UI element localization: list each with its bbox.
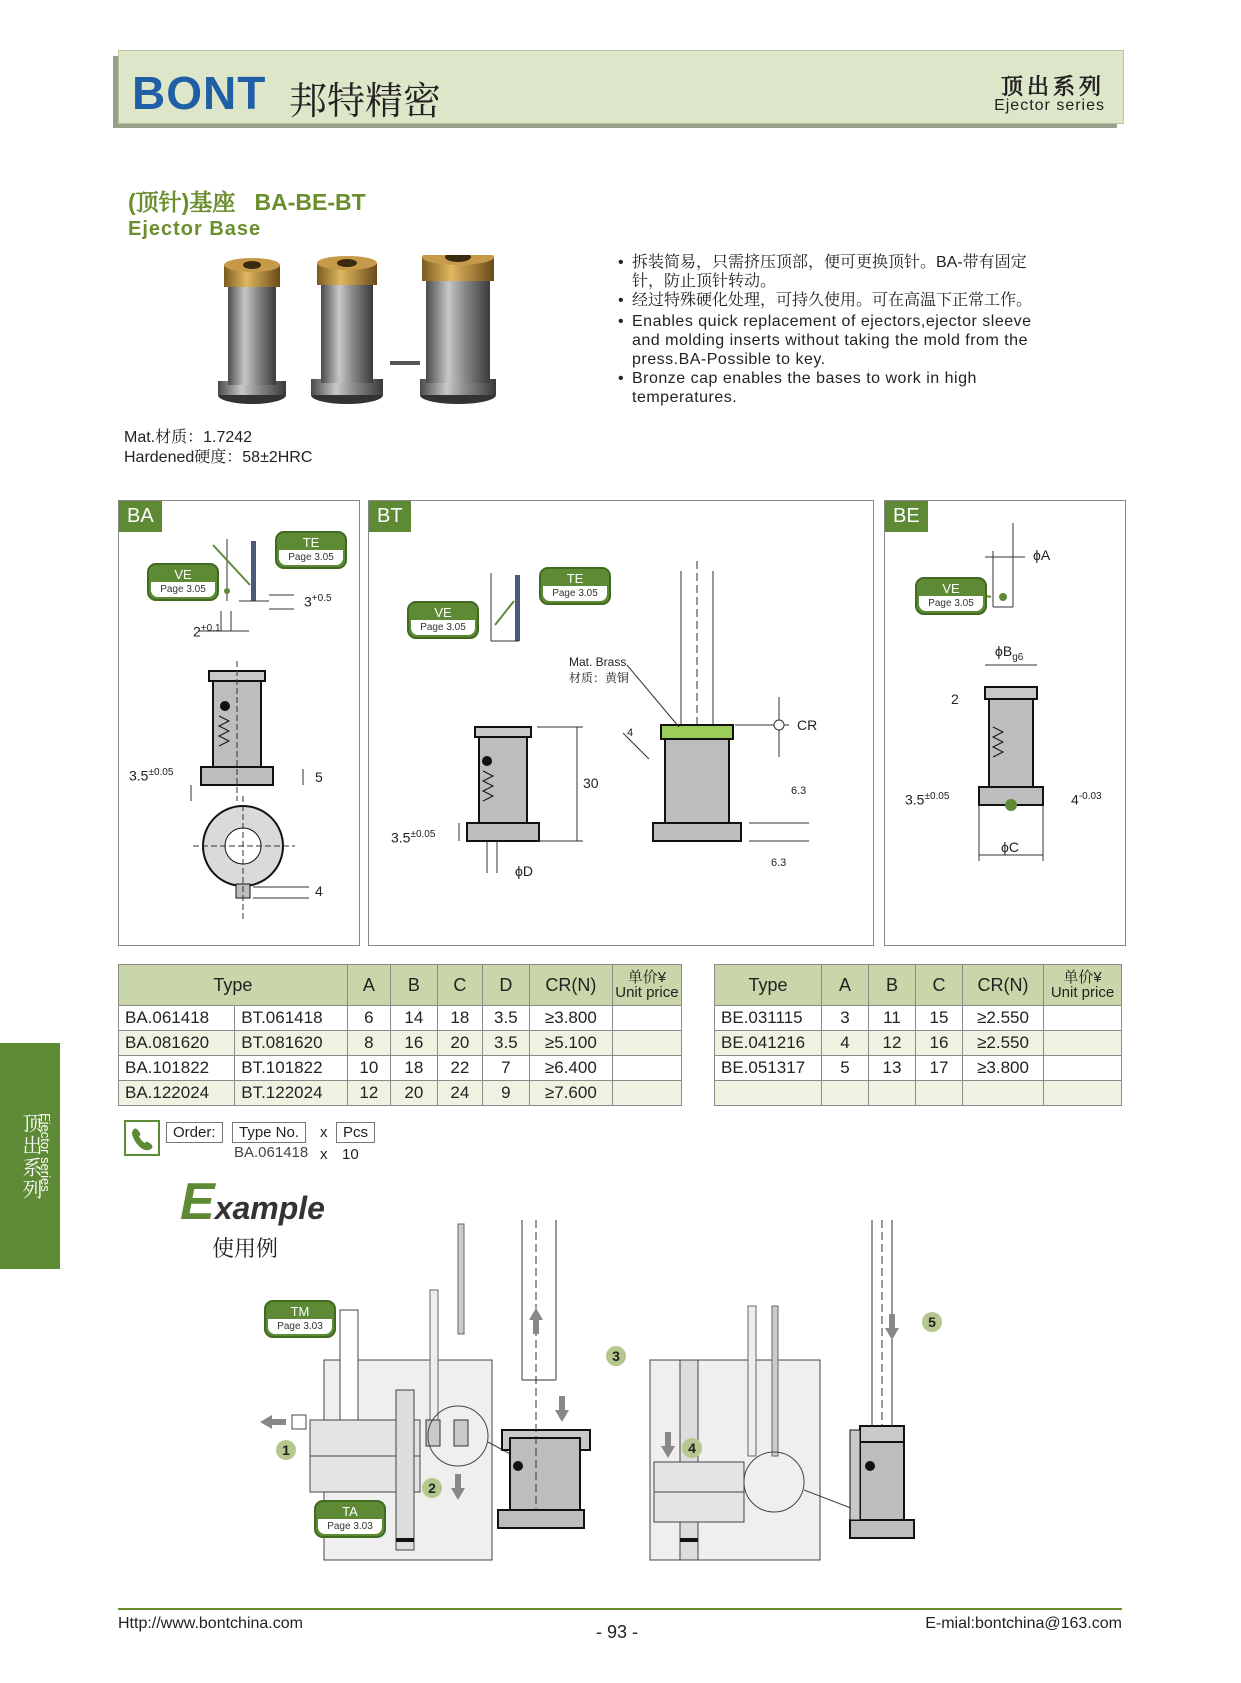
hardness-line: Hardened硬度：58±2HRC — [124, 449, 313, 466]
mat-brass-en: Mat. Brass — [569, 655, 627, 669]
te-label: TE — [302, 535, 320, 550]
table-header-row — [119, 965, 682, 1006]
panel-be — [884, 500, 1126, 946]
col-cr: CR(N) — [529, 965, 612, 1006]
dim-4: 4 — [315, 883, 323, 899]
step-badge-3: 3 — [606, 1346, 626, 1366]
ve-page: Page 3.05 — [919, 596, 983, 611]
header-band — [118, 50, 1124, 124]
order-pcs: Pcs — [336, 1122, 375, 1143]
step-badge-2: 2 — [422, 1478, 442, 1498]
tm-page: Page 3.03 — [268, 1319, 332, 1334]
dim-phi-d: ϕD — [515, 863, 533, 879]
table-row: BE.031115 3 11 15 ≥2.550 — [715, 1006, 1122, 1031]
table-row: BA.061418 BT.061418 6 14 18 3.5 ≥3.800 — [119, 1006, 682, 1031]
step-badge-1: 1 — [276, 1440, 296, 1460]
col-a: A — [822, 965, 869, 1006]
col-c: C — [916, 965, 963, 1006]
ve-label: VE — [174, 567, 192, 582]
dim-3: $3^{+0.5}$ — [304, 593, 332, 610]
brand-name-cn: 邦特精密 — [289, 79, 442, 123]
ve-label: VE — [434, 605, 452, 620]
table-row — [715, 1081, 1122, 1106]
dim-phi-b: $\phi B_{g6}$ — [995, 643, 1024, 663]
phone-order-icon — [124, 1120, 160, 1156]
dim-4: 4 — [627, 727, 634, 739]
page-number: - 93 - — [596, 1622, 639, 1642]
ve-page: Page 3.05 — [411, 620, 475, 635]
product-title-en: Ejector Base — [128, 218, 262, 240]
ta-reference[interactable] — [314, 1500, 386, 1538]
panel-tag-ba: BA — [119, 501, 162, 532]
col-d: D — [482, 965, 529, 1006]
col-unit-price: 单价¥ Unit price — [1044, 965, 1122, 1006]
spec-table-ba-bt — [118, 964, 682, 1106]
dim-2: $2^{+0.1}$ — [193, 623, 221, 640]
te-label: TE — [566, 571, 584, 586]
product-title-cn: (顶针)基座 BA-BE-BT — [128, 189, 366, 215]
ve-reference[interactable] — [407, 601, 479, 639]
order-example-type: BA.061418 — [234, 1144, 309, 1161]
ta-label: TA — [342, 1504, 358, 1519]
ve-reference[interactable] — [915, 577, 987, 615]
product-ba — [218, 258, 286, 404]
feature-item: • 拆装简易，只需挤压顶部，便可更换顶针。BA-带有固定针，防止顶针转动。 — [618, 253, 1058, 291]
step-badge-4: 4 — [682, 1438, 702, 1458]
table-row: BA.101822 BT.101822 10 18 22 7 ≥6.400 — [119, 1056, 682, 1081]
te-page: Page 3.05 — [279, 550, 343, 565]
tm-label: TM — [290, 1304, 310, 1319]
te-reference[interactable] — [539, 567, 611, 605]
dim-4: $4^{-0.03}$ — [1071, 791, 1102, 808]
panel-tag-bt: BT — [369, 501, 411, 532]
table-row: BA.081620 BT.081620 8 16 20 3.5 ≥5.100 — [119, 1031, 682, 1056]
product-be — [390, 255, 496, 404]
ve-reference[interactable] — [147, 563, 219, 601]
roughness-6-3: 6.3 — [771, 857, 787, 869]
col-type: Type — [119, 965, 348, 1006]
material-spec — [124, 428, 312, 468]
col-type: Type — [715, 965, 822, 1006]
panel-bt — [368, 500, 874, 946]
te-page: Page 3.05 — [543, 586, 607, 601]
order-example-times: x — [320, 1146, 328, 1163]
material-line: Mat.材质：1.7242 — [124, 429, 253, 446]
dim-3-5: $3.5^{\pm 0.05}$ — [129, 767, 174, 784]
order-label: Order: — [166, 1122, 223, 1143]
dim-phi-c: ϕC — [1001, 839, 1019, 855]
col-cr: CR(N) — [963, 965, 1044, 1006]
ve-label: VE — [942, 581, 960, 596]
panel-tag-be: BE — [885, 501, 928, 532]
series-title-cn: 顶出系列 — [1000, 74, 1105, 99]
dim-5: 5 — [315, 769, 323, 785]
col-a: A — [347, 965, 390, 1006]
tm-reference[interactable] — [264, 1300, 336, 1338]
footer-email-link[interactable]: E-mial:bontchina@163.com — [925, 1615, 1122, 1632]
ve-page: Page 3.05 — [151, 582, 215, 597]
panel-ba — [118, 500, 360, 946]
product-photo — [210, 255, 530, 415]
table-row: BE.051317 5 13 17 ≥3.800 — [715, 1056, 1122, 1081]
dim-2: 2 — [951, 691, 959, 707]
side-tab-cn: 顶出系列 — [19, 1113, 41, 1201]
order-type-no: Type No. — [232, 1122, 306, 1143]
product-bt — [311, 256, 383, 404]
feature-item: • 经过特殊硬化处理，可持久使用。可在高温下正常工作。 — [618, 291, 1058, 310]
table-header-row — [715, 965, 1122, 1006]
example-title: Example — [180, 1173, 325, 1231]
col-b: B — [869, 965, 916, 1006]
dim-3-5: $3.5^{\pm 0.05}$ — [391, 829, 436, 846]
col-unit-price: 单价¥ Unit price — [612, 965, 681, 1006]
col-b: B — [390, 965, 437, 1006]
ta-page: Page 3.03 — [318, 1519, 382, 1534]
be-drawing — [885, 501, 1125, 945]
feature-list — [618, 253, 1058, 407]
series-title-en: Ejector series — [994, 97, 1105, 114]
roughness-6-3: 6.3 — [791, 785, 807, 797]
te-reference[interactable] — [275, 531, 347, 569]
col-c: C — [437, 965, 482, 1006]
dim-3-5: $3.5^{\pm 0.05}$ — [905, 791, 950, 808]
dim-phi-a: ϕA — [1033, 547, 1051, 563]
example-title-cn: 使用例 — [212, 1237, 279, 1262]
dim-cr: CR — [797, 717, 818, 733]
step-badge-5: 5 — [922, 1312, 942, 1332]
spec-table-be — [714, 964, 1122, 1106]
table-row: BA.122024 BT.122024 12 20 24 9 ≥7.600 — [119, 1081, 682, 1106]
side-tab-en: Ejector series — [38, 1113, 53, 1192]
order-times: x — [320, 1124, 328, 1141]
order-example-qty: 10 — [342, 1146, 359, 1163]
dim-30: 30 — [583, 775, 599, 791]
table-row: BE.041216 4 12 16 ≥2.550 — [715, 1031, 1122, 1056]
footer-website-link[interactable]: Http://www.bontchina.com — [118, 1615, 303, 1632]
footer-divider — [118, 1608, 1122, 1610]
side-tab-ejector-series[interactable] — [0, 1043, 60, 1269]
feature-item: • Enables quick replacement of ejectors,ejector sleeve and molding inserts without taking the mold from the press.BA-Possible to key. — [618, 312, 1058, 369]
feature-item: • Bronze cap enables the bases to work in high temperatures. — [618, 369, 1058, 407]
bont-logo: BONT — [132, 67, 267, 119]
mat-brass-cn: 材质：黄铜 — [569, 671, 630, 685]
